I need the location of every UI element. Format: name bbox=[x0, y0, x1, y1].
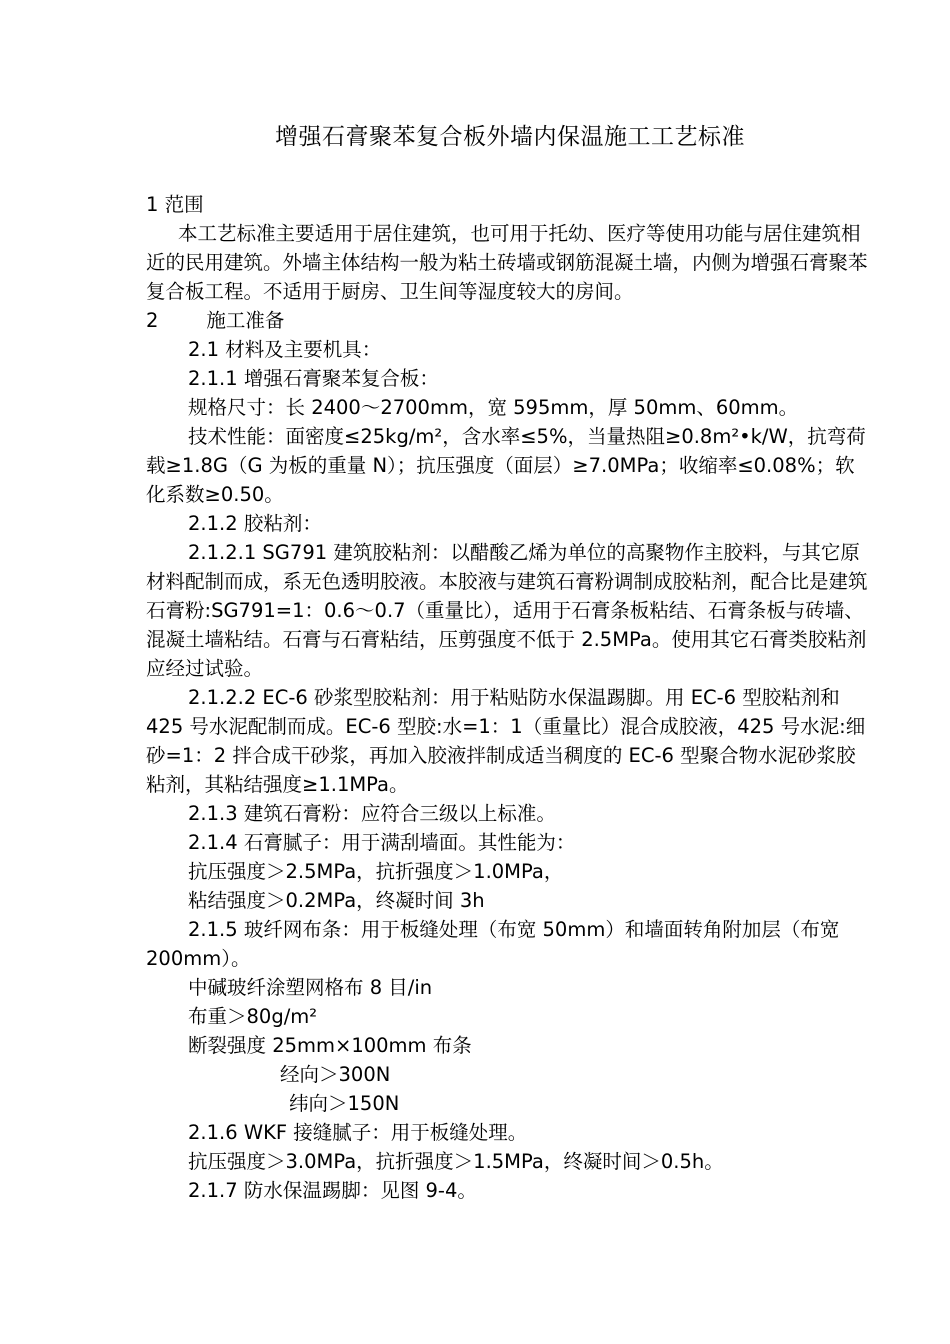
subsection-heading-2-1-6: 2.1.6 WKF 接缝腻子：用于板缝处理。 bbox=[188, 1121, 528, 1144]
paragraph-scope: 本工艺标准主要适用于居住建筑，也可用于托幼、医疗等使用功能与居住建筑相近的民用建筑。外墙主体结构一般为粘土砖墙或钢筋混凝土墙，内侧为增强石膏聚苯复合板工程。不适用于厨房、卫生间等湿度较大的房间。 bbox=[146, 222, 868, 303]
paragraph-ec6: 2.1.2.2 EC-6 砂浆型胶粘剂：用于粘贴防水保温踢脚。用 EC-6 型胶粘剂和 425 号水泥配制而成。EC-6 型胶:水=1：1（重量比）混合成胶液，425 号水泥:细砂=1：2 拌合成干砂浆，再加入胶液拌制成适当稠度的 EC-6 型聚合物水泥砂浆胶粘剂，其粘结强度≥1.1MPa。 bbox=[146, 686, 866, 796]
section-number: 2 bbox=[146, 309, 159, 332]
subsection-heading-2-1-7: 2.1.7 防水保温踢脚：见图 9-4。 bbox=[188, 1179, 477, 1202]
spec-dimensions: 规格尺寸：长 2400～2700mm，宽 595mm，厚 50mm、60mm。 bbox=[188, 396, 799, 419]
document-title: 增强石膏聚苯复合板外墙内保温施工工艺标准 bbox=[275, 124, 745, 150]
mesh-weight-line: 布重＞80g/m² bbox=[188, 1005, 318, 1028]
section-heading-preparation bbox=[146, 306, 874, 335]
subsection-heading-2-1-5: 2.1.5 玻纤网布条：用于板缝处理（布宽 50mm）和墙面转角附加层（布宽 200mm）。 bbox=[146, 918, 840, 970]
subsection-heading-2-1: 2.1 材料及主要机具： bbox=[188, 338, 382, 361]
mesh-warp-line: 经向＞300N bbox=[280, 1063, 391, 1086]
putty-bond-line: 粘结强度＞0.2MPa，终凝时间 3h bbox=[188, 889, 485, 912]
subsection-heading-2-1-2: 2.1.2 胶粘剂： bbox=[188, 512, 322, 535]
mesh-spec-line: 中碱玻纤涂塑网格布 8 目/in bbox=[188, 976, 433, 999]
wkf-strength-line: 抗压强度＞3.0MPa，抗折强度＞1.5MPa，终凝时间＞0.5h。 bbox=[188, 1150, 724, 1173]
section-title: 施工准备 bbox=[206, 309, 285, 332]
document-body bbox=[146, 190, 874, 1205]
subsection-heading-2-1-1: 2.1.1 增强石膏聚苯复合板： bbox=[188, 367, 439, 390]
spec-performance: 技术性能：面密度≤25kg/m²，含水率≤5%，当量热阻≥0.8m²•k/W，抗弯荷载≥1.8G（G 为板的重量 N）；抗压强度（面层）≥7.0MPa；收缩率≤0.08%；软化系数≥0.50。 bbox=[146, 425, 866, 506]
paragraph-sg791: 2.1.2.1 SG791 建筑胶粘剂：以醋酸乙烯为单位的高聚物作主胶料，与其它原材料配制而成，系无色透明胶液。本胶液与建筑石膏粉调制成胶粘剂，配合比是建筑石膏粉:SG791=1：0.6～0.7（重量比），适用于石膏条板粘结、石膏条板与砖墙、混凝土墙粘结。石膏与石膏粘结，压剪强度不低于 2.5MPa。使用其它石膏类胶粘剂应经过试验。 bbox=[146, 541, 868, 680]
mesh-break-strength-line: 断裂强度 25mm×100mm 布条 bbox=[188, 1034, 472, 1057]
subsection-heading-2-1-3: 2.1.3 建筑石膏粉：应符合三级以上标准。 bbox=[188, 802, 556, 825]
section-heading-scope: 1 范围 bbox=[146, 193, 204, 216]
putty-strength-line: 抗压强度＞2.5MPa，抗折强度＞1.0MPa， bbox=[188, 860, 564, 883]
subsection-heading-2-1-4: 2.1.4 石膏腻子：用于满刮墙面。其性能为： bbox=[188, 831, 576, 854]
mesh-weft-line: 纬向＞150N bbox=[289, 1092, 400, 1115]
